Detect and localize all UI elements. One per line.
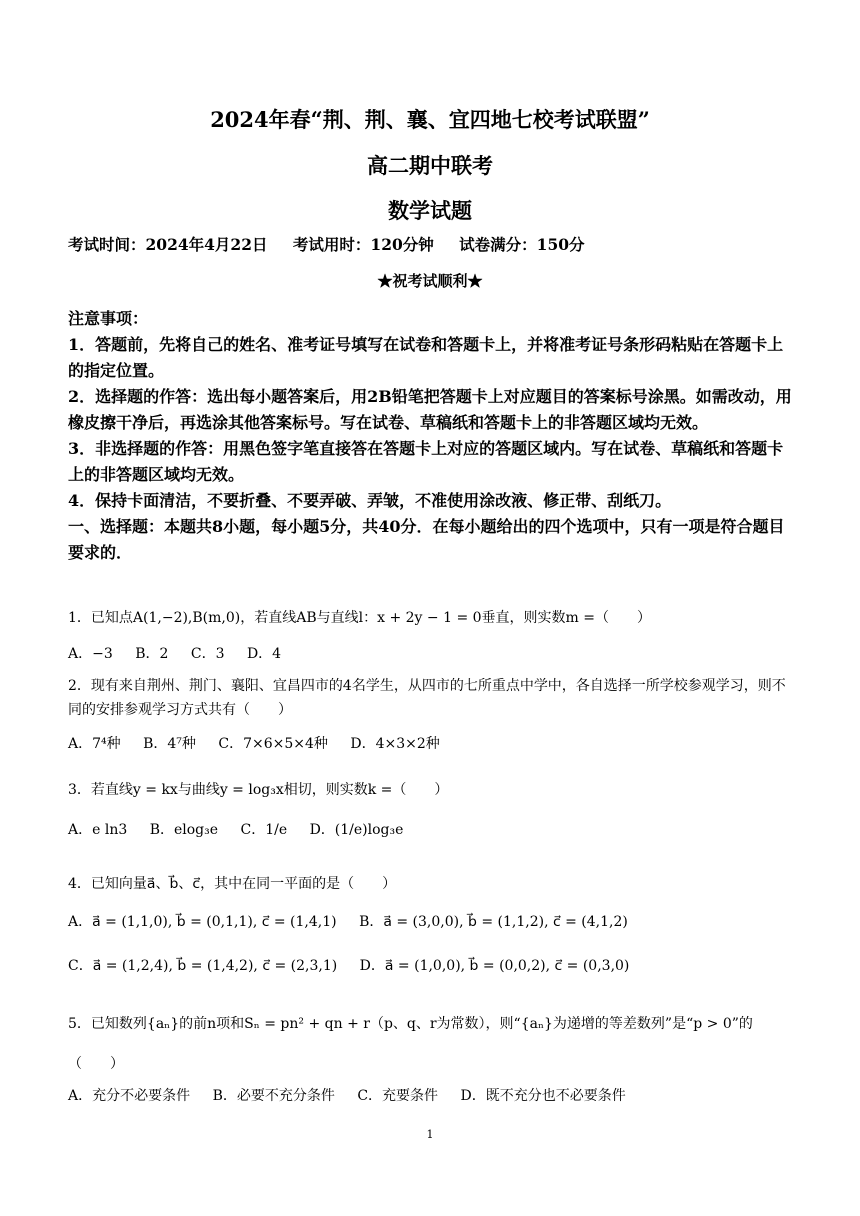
option-d: D．既不充分也不必要条件 [460, 1088, 626, 1104]
note-item: 1．答题前，先将自己的姓名、准考证号填写在试卷和答题卡上，并将准考证号条形码粘贴在答题卡上的指定位置。 [68, 335, 784, 380]
note-item: 2．选择题的作答：选出每小题答案后，用2B铅笔把答题卡上对应题目的答案标号涂黑。如需改动，用橡皮擦干净后，再选涂其他答案标号。写在试卷、草稿纸和答题卡上的非答题区域均无效。 [68, 387, 792, 432]
option-d: D．4×3×2种 [350, 736, 440, 752]
option-b: B．必要不充分条件 [212, 1088, 335, 1104]
exam-title-line1: 2024年春“荆、荆、襄、宜四地七校考试联盟” [210, 107, 650, 132]
note-item: 3．非选择题的作答：用黑色签字笔直接答在答题卡上对应的答题区域内。写在试卷、草稿纸和答题卡上的非答题区域均无效。 [68, 439, 784, 484]
question-3 [68, 778, 794, 842]
notes-title: 注意事项： [68, 309, 149, 328]
exam-duration: 考试用时：120分钟 [292, 235, 434, 254]
option-b: B．elog₃e [149, 822, 219, 838]
question-options [68, 1084, 794, 1108]
exam-info [68, 233, 605, 255]
option-c: C．3 [190, 646, 225, 662]
option-a: A．a⃗ = (1,1,0), b⃗ = (0,1,1), c⃗ = (1,4,1) [68, 914, 337, 930]
option-d: D．4 [246, 646, 282, 662]
question-2 [68, 674, 794, 756]
question-stem: 4．已知向量a⃗、b⃗、c⃗，其中在同一平面的是（ ） [68, 876, 397, 892]
option-a: A．−3 [68, 646, 113, 662]
question-options [68, 642, 794, 666]
question-options [68, 954, 794, 978]
notes-section [68, 306, 794, 566]
option-c: C．a⃗ = (1,2,4), b⃗ = (1,4,2), c⃗ = (2,3,1) [68, 958, 338, 974]
option-d: D．a⃗ = (1,0,0), b⃗ = (0,0,2), c⃗ = (0,3,0) [359, 958, 630, 974]
question-4 [68, 872, 794, 978]
question-stem: 3．若直线y = kx与曲线y = log₃x相切，则实数k =（ ） [68, 782, 449, 798]
option-d: D．(1/e)log₃e [309, 822, 404, 838]
option-c: C．充要条件 [357, 1088, 439, 1104]
page-number: 1 [426, 1128, 434, 1141]
question-options [68, 732, 794, 756]
question-stem: 1．已知点A(1,−2),B(m,0)，若直线AB与直线l：x + 2y − 1 = 0垂直，则实数m =（ ） [68, 610, 651, 626]
exam-title-line2: 高二期中联考 [367, 153, 493, 178]
option-a: A．充分不必要条件 [68, 1088, 191, 1104]
note-item: 4．保持卡面清洁，不要折叠、不要弄破、弄皱，不准使用涂改液、修正带、刮纸刀。 [68, 491, 672, 510]
section-heading: 一、选择题：本题共8小题，每小题5分，共40分．在每小题给出的四个选项中，只有一项是符合题目要求的． [68, 517, 785, 562]
option-a: A．e ln3 [68, 822, 128, 838]
option-c: C．1/e [240, 822, 288, 838]
question-stem: 2．现有来自荆州、荆门、襄阳、宜昌四市的4名学生，从四市的七所重点中学中，各自选择一所学校参观学习，则不同的安排参观学习方式共有（ ） [68, 678, 786, 718]
question-options [68, 910, 794, 934]
option-b: B．4⁷种 [143, 736, 196, 752]
question-5 [68, 1004, 794, 1108]
option-b: B．a⃗ = (3,0,0), b⃗ = (1,1,2), c⃗ = (4,1,2) [359, 914, 628, 930]
question-options [68, 818, 794, 842]
option-c: C．7×6×5×4种 [218, 736, 328, 752]
exam-time: 考试时间：2024年4月22日 [68, 235, 268, 254]
exam-title-line3: 数学试题 [388, 198, 472, 223]
exam-score: 试卷满分：150分 [459, 235, 585, 254]
good-luck-line: ★祝考试顺利★ [377, 272, 483, 290]
question-1 [68, 606, 794, 666]
option-a: A．7⁴种 [68, 736, 121, 752]
option-b: B．2 [135, 646, 169, 662]
question-stem: 5．已知数列{aₙ}的前n项和Sₙ = pn² + qn + r（p、q、r为常数），则“{aₙ}为递增的等差数列”是“p > 0”的（ ） [68, 1016, 753, 1072]
